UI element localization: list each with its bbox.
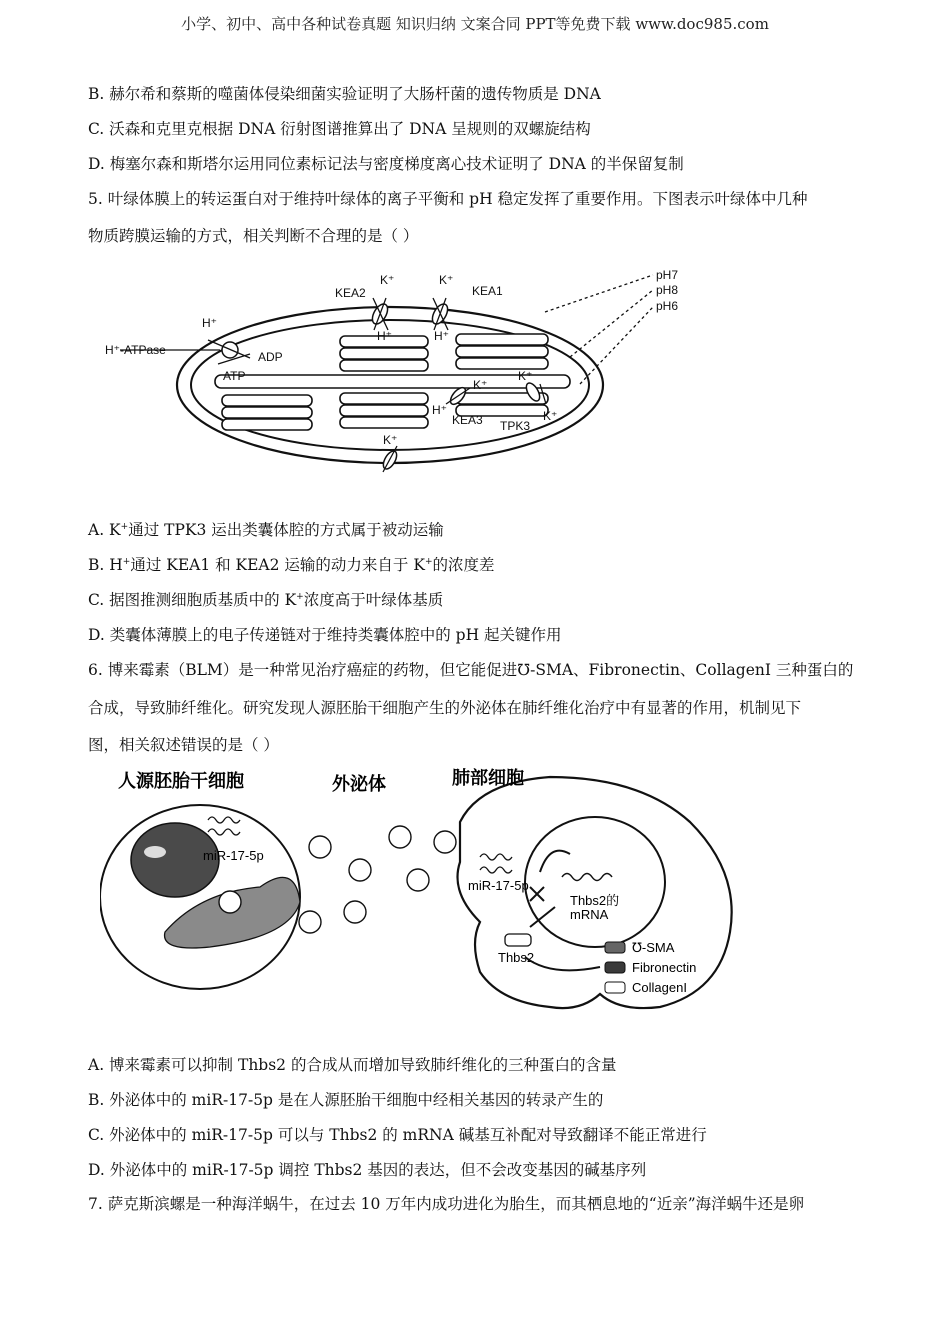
sma-legend-swatch bbox=[605, 942, 625, 953]
kea3-label: KEA3 bbox=[452, 413, 483, 427]
q5-option-a: A. K+通过 TPK3 运出类囊体腔的方式属于被动运输 bbox=[88, 521, 444, 539]
k-ion-label: K⁺ bbox=[473, 378, 488, 392]
q5-option-c: C. 据图推测细胞质基质中的 K+浓度高于叶绿体基质 bbox=[88, 591, 444, 609]
q4-option-b: B. 赫尔希和蔡斯的噬菌体侵染细菌实验证明了大肠杆菌的遗传物质是 DNA bbox=[88, 85, 601, 103]
atp-label: ATP bbox=[223, 369, 246, 383]
fibronectin-legend-swatch bbox=[605, 962, 625, 973]
atpase-label: H⁺-ATPase bbox=[105, 343, 166, 357]
lung-mirna-label: miR-17-5p bbox=[468, 878, 529, 893]
h-ion-label: H⁺ bbox=[432, 403, 447, 417]
q6-option-c: C. 外泌体中的 miR-17-5p 可以与 Thbs2 的 mRNA 碱基互补配对导致翻译不能正常进行 bbox=[88, 1126, 707, 1144]
exosome bbox=[344, 901, 366, 923]
q5-stem-line1: 5. 叶绿体膜上的转运蛋白对于维持叶绿体的离子平衡和 pH 稳定发挥了重要作用。下图表示叶绿体中几种 bbox=[88, 190, 808, 208]
kea2-label: KEA2 bbox=[335, 286, 366, 300]
k-ion-label: K⁺ bbox=[518, 369, 533, 383]
sma-label: ℧-SMA bbox=[632, 940, 675, 955]
stem-mirna-label: miR-17-5p bbox=[203, 848, 264, 863]
k-ion-label: K⁺ bbox=[383, 433, 398, 447]
exosome-title: 外泌体 bbox=[332, 774, 386, 794]
h-ion-label: H⁺ bbox=[377, 329, 392, 343]
exosome-diagram bbox=[100, 762, 740, 1027]
q6-option-a: A. 博来霉素可以抑制 Thbs2 的合成从而增加导致肺纤维化的三种蛋白的含量 bbox=[88, 1056, 617, 1074]
stem-cell-title: 人源胚胎干细胞 bbox=[118, 771, 244, 791]
page-header: 小学、初中、高中各种试卷真题 知识归纳 文案合同 PPT等免费下载 www.doc985.com bbox=[181, 15, 769, 33]
ph6-label: pH6 bbox=[656, 299, 679, 313]
k-ion-label: K⁺ bbox=[543, 409, 558, 423]
q5-stem-line2: 物质跨膜运输的方式，相关判断不合理的是（ ） bbox=[88, 227, 419, 245]
ph7-label: pH7 bbox=[656, 268, 679, 282]
exosome bbox=[309, 836, 331, 858]
thbs2-mrna-label: Thbs2的 bbox=[570, 893, 620, 908]
thbs2-mrna-label-2: mRNA bbox=[570, 907, 609, 922]
kea1-label: KEA1 bbox=[472, 284, 503, 298]
exosome bbox=[299, 911, 321, 933]
lung-cell-title: 肺部细胞 bbox=[452, 768, 524, 788]
exosome bbox=[389, 826, 411, 848]
q6-option-b: B. 外泌体中的 miR-17-5p 是在人源胚胎干细胞中经相关基因的转录产生的 bbox=[88, 1091, 604, 1109]
q4-option-c: C. 沃森和克里克根据 DNA 衍射图谱推算出了 DNA 呈规则的双螺旋结构 bbox=[88, 120, 591, 138]
q7-stem-line1: 7. 萨克斯滨螺是一种海洋蜗牛，在过去 10 万年内成功进化为胎生，而其栖息地的“近亲”海洋蜗牛还是卵 bbox=[88, 1195, 805, 1213]
q5-option-b: B. H+通过 KEA1 和 KEA2 运输的动力来自于 K+的浓度差 bbox=[88, 556, 495, 574]
q6-stem-line1: 6. 博来霉素（BLM）是一种常见治疗癌症的药物，但它能促进℧-SMA、Fibronectin、CollagenI 三种蛋白的 bbox=[88, 661, 854, 679]
q6-stem-line3: 图，相关叙述错误的是（ ） bbox=[88, 736, 279, 754]
tpk3-label: TPK3 bbox=[500, 419, 531, 433]
thbs2-label: Thbs2 bbox=[498, 950, 535, 965]
q6-stem-line2: 合成，导致肺纤维化。研究发现人源胚胎干细胞产生的外泌体在肺纤维化治疗中有显著的作用，机制见下 bbox=[88, 699, 802, 717]
exosome bbox=[434, 831, 456, 853]
q5-option-d: D. 类囊体薄膜上的电子传递链对于维持类囊体腔中的 pH 起关键作用 bbox=[88, 626, 562, 644]
exosome bbox=[407, 869, 429, 891]
thbs2-protein bbox=[505, 934, 531, 946]
exosome bbox=[219, 891, 241, 913]
collagen-label: CollagenI bbox=[632, 980, 687, 995]
lung-cell-nucleus bbox=[525, 817, 665, 947]
collagen-legend-swatch bbox=[605, 982, 625, 993]
k-ion-label: K⁺ bbox=[380, 273, 395, 287]
exosome bbox=[349, 859, 371, 881]
h-ion-label: H⁺ bbox=[202, 316, 217, 330]
q6-option-d: D. 外泌体中的 miR-17-5p 调控 Thbs2 基因的表达，但不会改变基因的碱基序列 bbox=[88, 1161, 647, 1179]
adp-label: ADP bbox=[258, 350, 283, 364]
h-ion-label: H⁺ bbox=[434, 329, 449, 343]
chloroplast-diagram bbox=[100, 262, 700, 477]
fibronectin-label: Fibronectin bbox=[632, 960, 697, 975]
q4-option-d: D. 梅塞尔森和斯塔尔运用同位素标记法与密度梯度离心技术证明了 DNA 的半保留复制 bbox=[88, 155, 684, 173]
ph8-label: pH8 bbox=[656, 283, 679, 297]
k-ion-label: K⁺ bbox=[439, 273, 454, 287]
